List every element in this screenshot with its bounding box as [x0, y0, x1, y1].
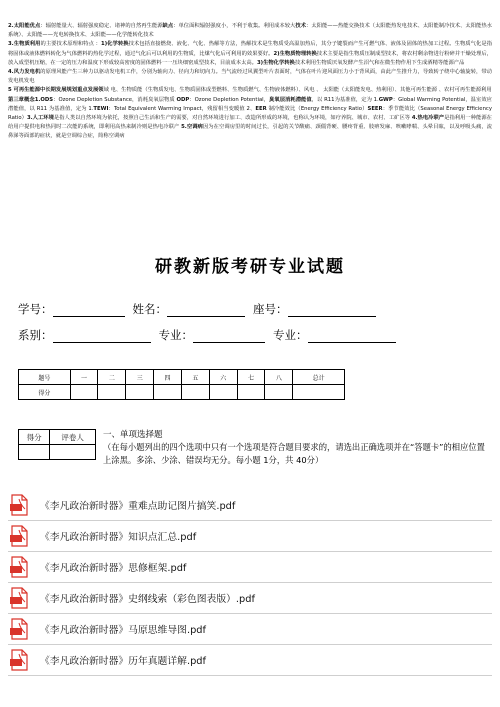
note-text: ：辐射能量大、辐射强度稳定、诸神的自然再生能源 [40, 23, 163, 29]
score-header-cell: 六 [209, 370, 237, 385]
grader-score-cell[interactable] [19, 445, 50, 460]
name-label: 姓名： [132, 302, 167, 316]
note-term: 生物质利用 [13, 41, 41, 48]
pdf-file-icon [10, 556, 28, 578]
score-row-label: 得分 [19, 385, 71, 400]
seat-label: 座号： [253, 302, 288, 316]
file-item[interactable] [8, 490, 492, 521]
name-field[interactable] [167, 302, 245, 317]
pdf-file-icon [10, 494, 28, 516]
note-text: 域 电、生物质能（生物质发电、生物质固体成型燃料、生物质燃气、生物液体燃料）、风电 、 太阳能（太阳能发电、热利用）、其他可再生能源 、农村可再生能源利用 [103, 87, 492, 94]
note-text: 技术主要是指生物质压制成型技术，将农村剩余物进行粉碎并干燥处理后，放入成型机压缩，在一定的压力和温度下形成较高密度的固体燃料一一压块细密成型技术，目前成本太高。 [8, 50, 492, 66]
note-term: 风力发电机 [13, 69, 41, 76]
score-cell[interactable] [154, 385, 182, 400]
note-text: ：太阳能——热能交换技术（太阳能热发电技术、太阳能制冷技术、太阳能热水系统）、太阳能——光电转换技术、太阳能——化学能转化技术 [8, 23, 492, 39]
file-name[interactable]: 《李凡政治新时器》马原思维导图.pdf [40, 625, 206, 636]
grader-table [18, 429, 96, 460]
note-number: 2. [8, 23, 14, 29]
note-text: 是指利用一种能源在给用户提供电和热同时二次能的系统，即利用高热来制冷则是热电冷联产 [8, 115, 492, 131]
grader-score-label: 得分 [19, 430, 50, 445]
file-name[interactable]: 《李凡政治新时器》历年真题详解.pdf [40, 656, 206, 667]
note-text: 制冷能效比（Energy Efficiency Ratio） [266, 105, 368, 112]
note-text: 技术利用生物质厌氧发酵产生沼气和在微生物作用下生成酒精等能源产品 [294, 59, 465, 66]
file-item[interactable] [8, 552, 492, 583]
note-text: ：Global Warming Potential，温室效应潜能值，以 R11 为基准值，定为 1. [8, 96, 492, 112]
note-term: 3.人工环境 [26, 115, 54, 122]
note-term: 技术 [295, 23, 307, 29]
note-paragraph [8, 22, 492, 40]
note-text: ：Total Equivalent Warming Impact，残留相当变暖值 2、 [108, 105, 256, 112]
score-cell[interactable] [70, 385, 98, 400]
pdf-file-icon [10, 618, 28, 640]
score-header-cell: 一 [70, 370, 98, 385]
note-term: 5.空调病 [181, 124, 203, 131]
note-number: 3. [8, 41, 14, 48]
major-field-2[interactable] [308, 328, 396, 343]
file-name[interactable]: 《李凡政治新时器》知识点汇总.pdf [40, 532, 197, 543]
seat-field[interactable] [288, 302, 376, 317]
note-number: 4. [8, 69, 14, 76]
note-term: 可再生能源中长期发展规划重点发展领 [11, 87, 104, 94]
student-id-field[interactable] [53, 302, 125, 317]
file-item[interactable] [8, 521, 492, 552]
info-row-2 [18, 323, 404, 343]
score-table [18, 369, 345, 400]
note-text: 的原理风能产生三种力以驱动发电机工作，分别为轴向力、径向力和切向力。当气流经过风翼型叶片表面时，气体在叶片迎风面压力小于背风面，由此产生推升力，导致转子绕中心轴旋转，带动发电机发电 [8, 69, 492, 85]
major-label-2: 专业： [273, 328, 308, 342]
note-paragraph [8, 86, 492, 95]
score-cell[interactable] [181, 385, 209, 400]
note-text: 是指人类以自然环境为依托，按照自己生活和生产的需要，对自然环境进行加工、改造所形成的环境，也称认为环境，如疗养院、城市、农村、工矿区等 [53, 115, 412, 122]
note-term: 1)化学转换 [101, 41, 129, 48]
note-term: 太阳能优点 [13, 23, 41, 29]
note-term: GWP [378, 96, 393, 103]
info-row-1 [18, 297, 384, 317]
note-text: ：Ozone Depletion Substance，消耗臭氧层物质 [53, 96, 177, 103]
student-id-label: 学号： [18, 302, 53, 316]
note-term: 臭氧层消耗潜能值 [269, 96, 312, 103]
note-text: ：单位面积辐射强度小，不利于收集。利用成本较大 [173, 23, 296, 29]
score-header-cell: 题号 [19, 370, 71, 385]
department-label: 系别： [18, 328, 53, 342]
score-header-cell: 二 [98, 370, 126, 385]
note-term: TEWI [93, 105, 109, 112]
note-term: 2)生物质物理转换 [273, 50, 317, 57]
score-cell[interactable] [209, 385, 237, 400]
major-label: 专业： [158, 328, 193, 342]
grader-reviewer-cell[interactable] [50, 445, 96, 460]
note-number: 5 [8, 87, 12, 94]
note-term: 缺点 [162, 23, 174, 29]
score-header-cell: 八 [265, 370, 293, 385]
pdf-file-icon [10, 587, 28, 609]
note-number: 第三章概念 [8, 96, 35, 103]
note-text: ，以 R11为基准值，定为 1. [311, 96, 379, 103]
note-term: ODP [176, 96, 190, 103]
file-list [8, 490, 492, 676]
major-field[interactable] [193, 328, 265, 343]
score-header-cell: 总计 [293, 370, 345, 385]
note-text: 的主要技术原理和特点 ： [40, 41, 102, 48]
score-cell[interactable] [237, 385, 265, 400]
note-paragraph [8, 68, 492, 86]
note-term: 4.热电冷联产 [411, 115, 445, 122]
file-name[interactable]: 《李凡政治新时器》史纲线索（彩色图表版）.pdf [40, 594, 255, 605]
note-text: 技术包括直接燃烧、液化、气化、热解等方法，热解技术是生物质受高温加热后，其分子键裂而产生可燃气体、液体及固体的热加工过程。生物质气化是指将固体或液体燃料转化为气体燃料的热化学过程，通过气化后可以利用的生物质，比煤气化后可利用的效果要好。 [8, 41, 492, 57]
file-item[interactable] [8, 583, 492, 614]
pdf-file-icon [10, 525, 28, 547]
pdf-file-icon [10, 649, 28, 671]
file-item[interactable] [8, 645, 492, 676]
score-header-cell: 五 [181, 370, 209, 385]
note-term: 1.ODS [34, 96, 54, 103]
file-name[interactable]: 《李凡政治新时器》重难点助记图片搞笑.pdf [40, 501, 236, 512]
note-term: SEER [367, 105, 383, 112]
score-header-cell: 三 [126, 370, 154, 385]
exam-title: 研教新版考研专业试题 [155, 257, 345, 277]
score-cell[interactable] [98, 385, 126, 400]
score-header-cell: 七 [237, 370, 265, 385]
department-field[interactable] [53, 328, 151, 343]
score-table-header-row [19, 370, 345, 385]
note-text: ：Ozone Depletion Potential， [189, 96, 270, 103]
score-cell[interactable] [126, 385, 154, 400]
score-header-cell: 四 [154, 370, 182, 385]
note-paragraph [8, 40, 492, 68]
notes-text-block [8, 22, 492, 142]
score-table-score-row [19, 385, 345, 400]
note-term: 3)生物化学转换 [256, 59, 295, 66]
file-name[interactable]: 《李凡政治新时器》思修框架.pdf [40, 563, 187, 574]
score-cell[interactable] [265, 385, 293, 400]
note-paragraph [8, 96, 492, 142]
note-text: 因为在空调房里的时间过长，引起的关节酸痛、颈僵背硬、腰疼背重、肢痹发麻、咳嗽哮喘、头晕目眩，以及呼吸头痛，流鼻涕等面部的症状，就是空调综合症，简称空调病 [8, 124, 493, 140]
file-item[interactable] [8, 614, 492, 645]
grader-reviewer-label: 评卷人 [50, 430, 96, 445]
section-title: 一、单项选择题 [103, 430, 163, 440]
note-text: ：季节能效比（Seasonal Energy Efficiency Ratio） [8, 105, 492, 122]
section-description: （在每小题列出的四个选项中只有一个选项是符合题目要求的，请选出正确选项并在“答题卡”的相应位置上涂黑。多涂、少涂、错误均无分。每小题 1分，共 40分） [103, 442, 485, 465]
score-cell[interactable] [293, 385, 345, 400]
note-term: EER [255, 105, 267, 112]
